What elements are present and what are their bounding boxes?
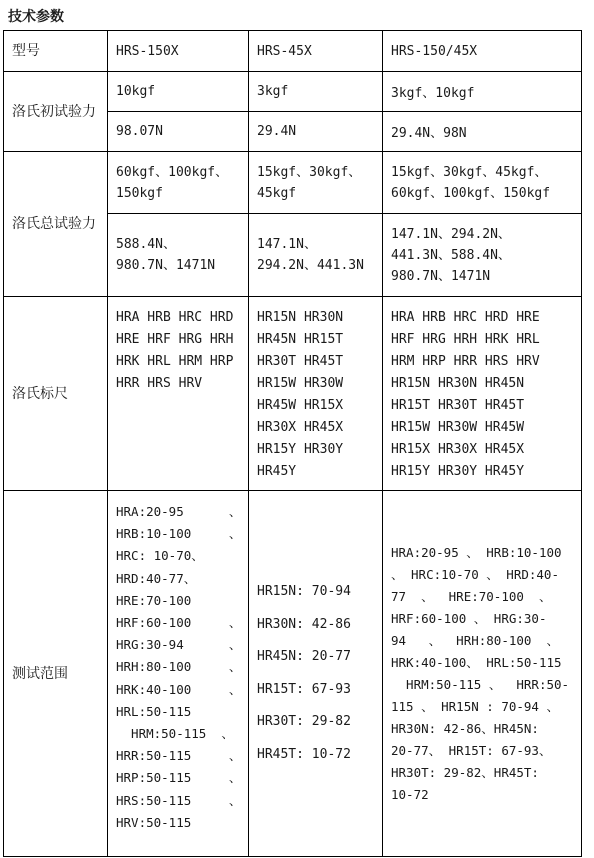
initial-force-kgf: 3kgf、10kgf — [391, 86, 475, 101]
range-line: 77 、 HRE:70-100 、 — [391, 588, 552, 604]
scale-line: HR45N HR15T — [257, 332, 344, 347]
total-force-kgf-line: 45kgf — [257, 185, 297, 201]
table-row-total-force-kgf — [4, 152, 582, 214]
range-line: HRA:20-95 、 HRB:10-100 — [391, 544, 562, 560]
total-force-kgf-line: 15kgf、30kgf、 — [257, 164, 362, 180]
section-title: 技术参数 — [8, 9, 64, 25]
range-line: HRL:50-115 — [116, 703, 192, 719]
range-line: 20-77、 HR15T: 67-93、 — [391, 742, 552, 758]
scale-line: HR15N HR30N — [257, 310, 344, 325]
initial-force-kgf: 3kgf — [257, 84, 289, 99]
range-line: HRB:10-100 、 — [116, 526, 242, 542]
total-force-newton-line: 588.4N、 — [116, 237, 176, 252]
range-line: HRK:40-100 、 — [116, 681, 242, 697]
scale-line: HR15W HR30W — [257, 376, 344, 391]
range-line: HRS:50-115 、 — [116, 792, 242, 808]
total-force-kgf-line: 15kgf、30kgf、45kgf、 — [391, 164, 548, 180]
range-line: 94 、 HRH:80-100 、 — [391, 632, 559, 648]
range-line: HRM:50-115 、 HRR:50- — [391, 676, 570, 692]
scale-line: HR15Y HR30Y HR45Y — [391, 464, 525, 479]
range-line: HRH:80-100 、 — [116, 659, 242, 675]
scale-line: HRE HRF HRG HRH — [116, 332, 234, 347]
model-name: HRS-45X — [257, 43, 312, 59]
total-force-newton-line: 441.3N、588.4N、 — [391, 247, 511, 263]
range-line: HR30N: 42-86 — [257, 616, 351, 632]
initial-force-newton: 29.4N — [257, 124, 297, 139]
range-line: HRK:40-100、 HRL:50-115 — [391, 654, 562, 670]
range-line: 10-72 — [391, 786, 429, 802]
range-line: HRR:50-115 、 — [116, 748, 242, 764]
range-line: HRC: 10-70、 — [116, 548, 204, 564]
scale-line: HRA HRB HRC HRD HRE — [391, 310, 540, 325]
range-line: HRG:30-94 、 — [116, 637, 242, 653]
spec-table — [3, 30, 582, 857]
total-force-newton-line: 147.1N、294.2N、 — [391, 226, 511, 242]
scale-line: HR30X HR45X — [257, 420, 344, 435]
range-line: HRM:50-115 、 — [116, 726, 234, 742]
range-line: HRP:50-115 、 — [116, 770, 242, 786]
range-line: HR45N: 20-77 — [257, 649, 351, 664]
range-line: HRV:50-115 — [116, 814, 192, 830]
range-line: 、 HRC:10-70 、 HRD:40- — [391, 566, 559, 582]
scale-line: HRA HRB HRC HRD — [116, 310, 234, 325]
range-line: HR15N: 70-94 — [257, 584, 351, 599]
total-force-newton-line: 294.2N、441.3N — [257, 258, 364, 273]
total-force-kgf-line: 150kgf — [116, 185, 163, 201]
model-name: HRS-150/45X — [391, 43, 478, 59]
range-line: HR45T: 10-72 — [257, 746, 351, 762]
range-line: HRE:70-100 — [116, 592, 192, 608]
initial-force-kgf: 10kgf — [116, 84, 156, 99]
table-row-scales — [4, 297, 582, 491]
scale-line: HRF HRG HRH HRK HRL — [391, 332, 540, 347]
label-model: 型号 — [4, 31, 108, 72]
range-line: HR30N: 42-86、HR45N: — [391, 720, 539, 736]
range-line: HR15T: 67-93 — [257, 681, 351, 697]
total-force-newton-line: 980.7N、1471N — [391, 268, 491, 284]
table-row-initial-force-kgf — [4, 72, 582, 112]
scale-line: HR15X HR30X HR45X — [391, 442, 525, 457]
label-total-force: 洛氏总试验力 — [4, 152, 108, 297]
model-name: HRS-150X — [116, 43, 179, 59]
total-force-kgf-line: 60kgf、100kgf、150kgf — [391, 185, 551, 201]
range-line: HR30T: 29-82 — [257, 714, 351, 729]
label-initial-force: 洛氏初试验力 — [4, 72, 108, 152]
range-line: HRF:60-100 、 — [116, 615, 242, 631]
table-row-range — [4, 491, 582, 857]
total-force-newton-line: 980.7N、1471N — [116, 258, 216, 273]
range-line: HRF:60-100 、 HRG:30- — [391, 610, 547, 626]
scale-line: HR15T HR30T HR45T — [391, 398, 525, 413]
label-scales: 洛氏标尺 — [4, 297, 108, 491]
scale-line: HR15W HR30W HR45W — [391, 420, 525, 435]
table-row-model — [4, 31, 582, 72]
total-force-newton-line: 147.1N、 — [257, 237, 317, 252]
total-force-kgf-line: 60kgf、100kgf、 — [116, 164, 229, 180]
scale-line: HRK HRL HRM HRP — [116, 354, 234, 369]
scale-line: HR30T HR45T — [257, 354, 344, 369]
scale-line: HR45W HR15X — [257, 398, 344, 413]
scale-line: HRR HRS HRV — [116, 376, 203, 391]
scale-line: HRM HRP HRR HRS HRV — [391, 354, 540, 369]
scale-line: HR15N HR30N HR45N — [391, 376, 525, 391]
initial-force-newton: 98.07N — [116, 124, 163, 139]
range-line: 115 、 HR15N : 70-94 、 — [391, 698, 559, 714]
scale-line: HR45Y — [257, 464, 297, 479]
range-line: HRA:20-95 、 — [116, 504, 242, 519]
initial-force-newton: 29.4N、98N — [391, 126, 467, 141]
scale-line: HR15Y HR30Y — [257, 442, 344, 457]
range-line: HR30T: 29-82、HR45T: — [391, 764, 539, 780]
label-range: 测试范围 — [4, 491, 108, 857]
range-line: HRD:40-77、 — [116, 570, 197, 586]
